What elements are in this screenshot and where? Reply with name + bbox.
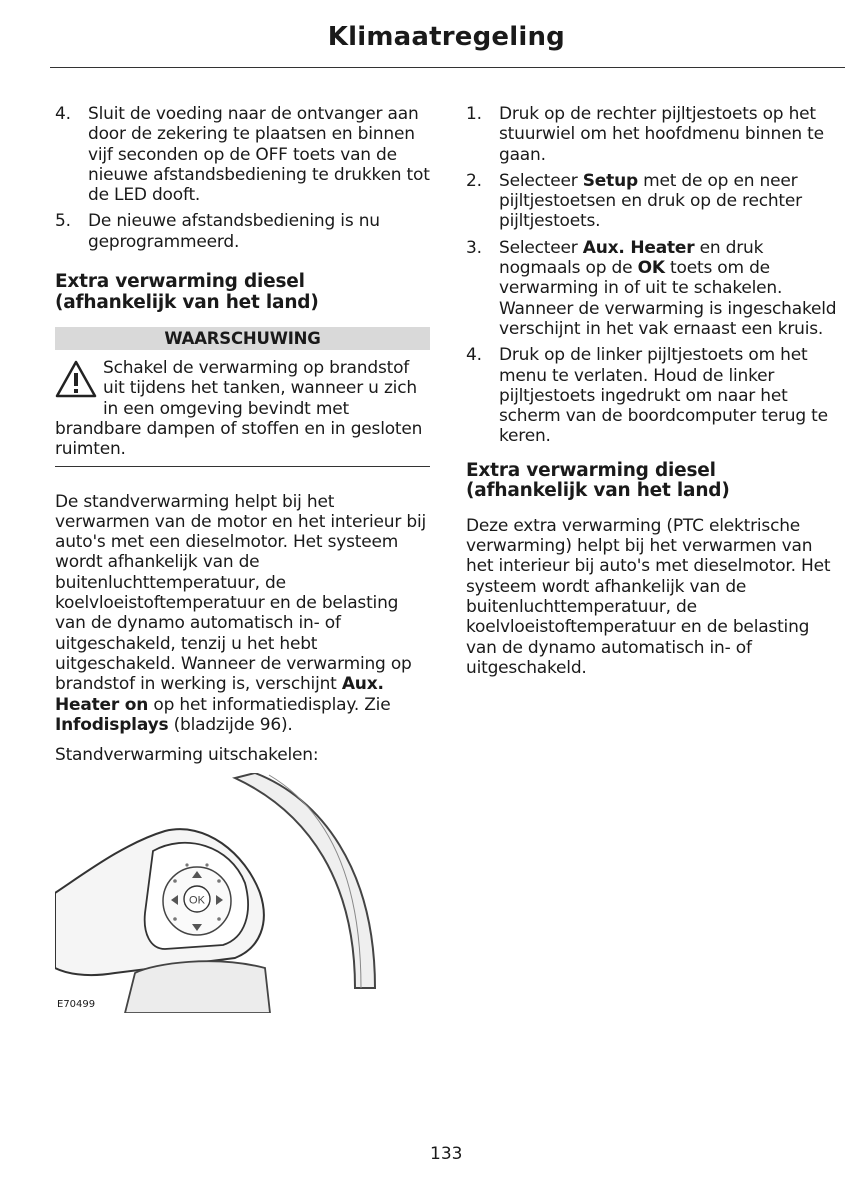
body-paragraph: De standverwarming helpt bij het verwarmen van de motor en het interieur bij auto's met een dieselmotor. Het systeem wordt afhankelijk van de buitenluchttemperatuur, de koelvloeistoftemperatuur en de belasting van de dynamo automatisch in- of uitgeschakeld, tenzij u het hebt uitgeschakeld. Wanneer de verwarming op brandstof in werking is, verschijnt Aux. Heater on op het informatiedisplay. Zie Infodisplays (bladzijde 96). — [55, 491, 426, 735]
title-rule — [50, 67, 845, 68]
inline-bold: Aux. Heater on — [55, 674, 384, 715]
inline-bold: Setup — [582, 170, 638, 191]
list-item — [466, 171, 840, 232]
figure-code: E70499 — [57, 999, 96, 1010]
heading-line: Extra verwarming diesel — [466, 459, 716, 481]
warning-triangle-icon — [55, 359, 97, 401]
step-text: De nieuwe afstandsbediening is nu geprogrammeerd. — [88, 211, 380, 252]
step-number: 3. — [466, 237, 482, 258]
heading-line: (afhankelijk van het land) — [466, 480, 730, 502]
section-heading — [466, 461, 840, 502]
inline-bold: Infodisplays — [55, 714, 169, 735]
step-text: Druk op de linker pijltjestoets om het menu te verlaten. Houd de linker pijltjestoets ingedrukt om naar het scherm van de boordcomputer terug te keren. — [499, 345, 828, 447]
list-item — [466, 345, 840, 446]
warning-box — [55, 358, 430, 459]
steps-list-right — [466, 104, 840, 447]
step-text: Druk op de rechter pijltjestoets op het stuurwiel om het hoofdmenu binnen te gaan. — [499, 104, 824, 165]
page-title: Klimaatregeling — [327, 22, 565, 52]
section-heading — [55, 272, 430, 313]
page-number: 133 — [430, 1144, 463, 1164]
step-text: Sluit de voeding naar de ontvanger aan door de zekering te plaatsen en binnen vijf seconden op de OFF toets van de nieuwe afstandsbediening te drukken tot de LED dooft. — [88, 104, 430, 206]
heading-line: Extra verwarming diesel — [55, 271, 305, 293]
inline-bold: Aux. Heater — [582, 237, 695, 258]
inline-bold: OK — [637, 258, 665, 279]
ok-button-label: OK — [189, 894, 205, 907]
body-paragraph: Deze extra verwarming (PTC elektrische verwarming) helpt bij het verwarmen van het interieur bij auto's met dieselmotor. Het systeem wordt afhankelijk van de buitenluchttemperatuur, de koelvloeistoftemperatuur en de belasting van de dynamo automatisch in- of uitgeschakeld. — [466, 515, 831, 678]
list-item — [466, 104, 840, 165]
step-number: 4. — [55, 104, 71, 124]
step-text: Selecteer Aux. Heater en druk nogmaals op de OK toets om de verwarming in of uit te schakelen. Wanneer de verwarming is ingeschakeld verschijnt in het vak ernaast een kruis. — [499, 237, 837, 339]
right-column — [466, 104, 840, 678]
list-item — [466, 238, 840, 339]
warning-rule — [55, 466, 430, 467]
list-item — [55, 104, 430, 205]
warning-title: WAARSCHUWING — [55, 327, 430, 350]
steps-list-left — [55, 104, 430, 252]
step-number: 4. — [466, 345, 482, 366]
warning-text: Schakel de verwarming op brandstof uit tijdens het tanken, wanneer u zich in een omgeving bevindt met brandbare dampen of stoffen en in gesloten ruimten. — [55, 358, 423, 460]
step-number: 1. — [466, 104, 482, 124]
steering-wheel-illustration — [55, 773, 395, 1013]
heading-line: (afhankelijk van het land) — [55, 291, 319, 313]
left-column — [55, 104, 430, 765]
step-text: Selecteer Setup met de op en neer pijltjestoetsen en druk op de rechter pijltjestoets. — [499, 170, 802, 232]
list-item — [55, 211, 430, 252]
step-number: 2. — [466, 170, 482, 191]
body-paragraph: Standverwarming uitschakelen: — [55, 745, 319, 766]
step-number: 5. — [55, 211, 71, 232]
